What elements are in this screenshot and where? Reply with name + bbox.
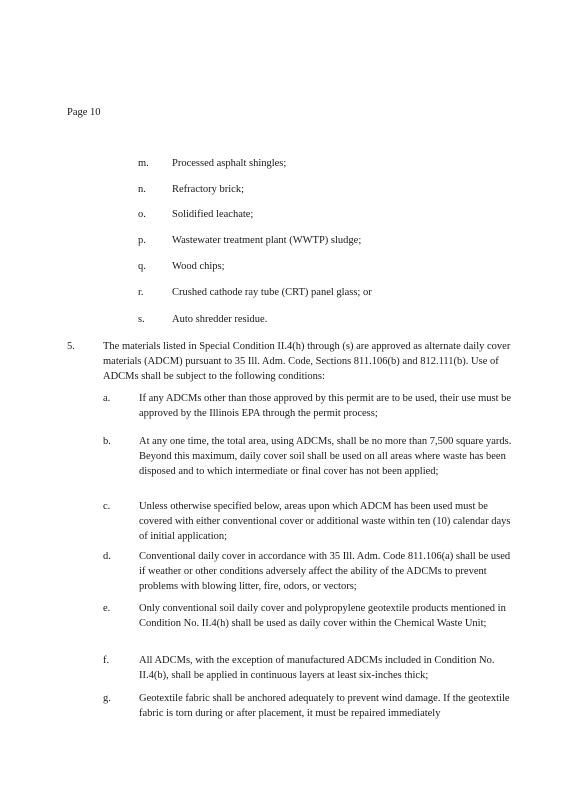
list-item-text: Wastewater treatment plant (WWTP) sludge; <box>172 235 362 246</box>
section-number: 5. <box>67 341 75 352</box>
list-item <box>0 285 565 300</box>
list-item <box>0 233 565 248</box>
condition-text: Unless otherwise specified below, areas upon which ADCM has been used must be covered with either conventional cover or additional waste within ten (10) calendar days of initial application; <box>139 501 511 542</box>
condition-text: All ADCMs, with the exception of manufactured ADCMs included in Condition No. II.4(b), shall be applied in continuous layers at least six-inches thick; <box>139 655 495 681</box>
list-item-letter: o. <box>138 209 146 220</box>
condition-text: Only conventional soil daily cover and polypropylene geotextile products mentioned in Condition No. II.4(h) shall be used as daily cover within the Chemical Waste Unit; <box>139 603 506 629</box>
condition-letter: a. <box>103 393 111 404</box>
list-item-letter: p. <box>138 235 146 246</box>
condition-letter: e. <box>103 603 111 614</box>
list-item <box>0 259 565 274</box>
condition-text: At any one time, the total area, using ADCMs, shall be no more than 7,500 square yards. Beyond this maximum, daily cover soil shall be used on all areas where waste has been disposed and to which intermediate or final cover has not been applied; <box>139 436 512 477</box>
list-item <box>0 207 565 222</box>
condition-text: Geotextile fabric shall be anchored adequately to prevent wind damage. If the geotextile fabric is torn during or after placement, it must be repaired immediately <box>139 693 510 719</box>
page-number: Page 10 <box>67 107 101 118</box>
condition-letter: d. <box>103 551 111 562</box>
list-item-text: Wood chips; <box>172 261 225 272</box>
list-item-text: Processed asphalt shingles; <box>172 158 287 169</box>
list-item-letter: n. <box>138 184 146 195</box>
list-item-text: Refractory brick; <box>172 184 245 195</box>
condition-text: Conventional daily cover in accordance with 35 Ill. Adm. Code 811.106(a) shall be used if weather or other conditions adversely affect the ability of the ADCMs to prevent problems with blowing litter, fire, odors, or vectors; <box>139 551 511 592</box>
section-intro: The materials listed in Special Condition II.4(h) through (s) are approved as alternate daily cover materials (ADCM) pursuant to 35 Ill. Adm. Code, Sections 811.106(b) and 812.111(b). Use of ADCMs shall be subject to the following conditions: <box>103 341 511 382</box>
list-item-text: Auto shredder residue. <box>172 314 268 325</box>
condition-letter: b. <box>103 436 111 447</box>
list-item <box>0 312 565 327</box>
list-item <box>0 182 565 197</box>
condition-letter: g. <box>103 693 111 704</box>
list-item-text: Crushed cathode ray tube (CRT) panel glass; or <box>172 287 372 298</box>
list-item-letter: s. <box>138 314 145 325</box>
condition-text: If any ADCMs other than those approved by this permit are to be used, their use must be approved by the Illinois EPA through the permit process; <box>139 393 512 419</box>
list-item <box>0 156 565 171</box>
list-item-letter: m. <box>138 158 149 169</box>
condition-letter: c. <box>103 501 111 512</box>
list-item-text: Solidified leachate; <box>172 209 254 220</box>
condition-letter: f. <box>103 655 110 666</box>
list-item-letter: r. <box>138 287 144 298</box>
list-item-letter: q. <box>138 261 146 272</box>
